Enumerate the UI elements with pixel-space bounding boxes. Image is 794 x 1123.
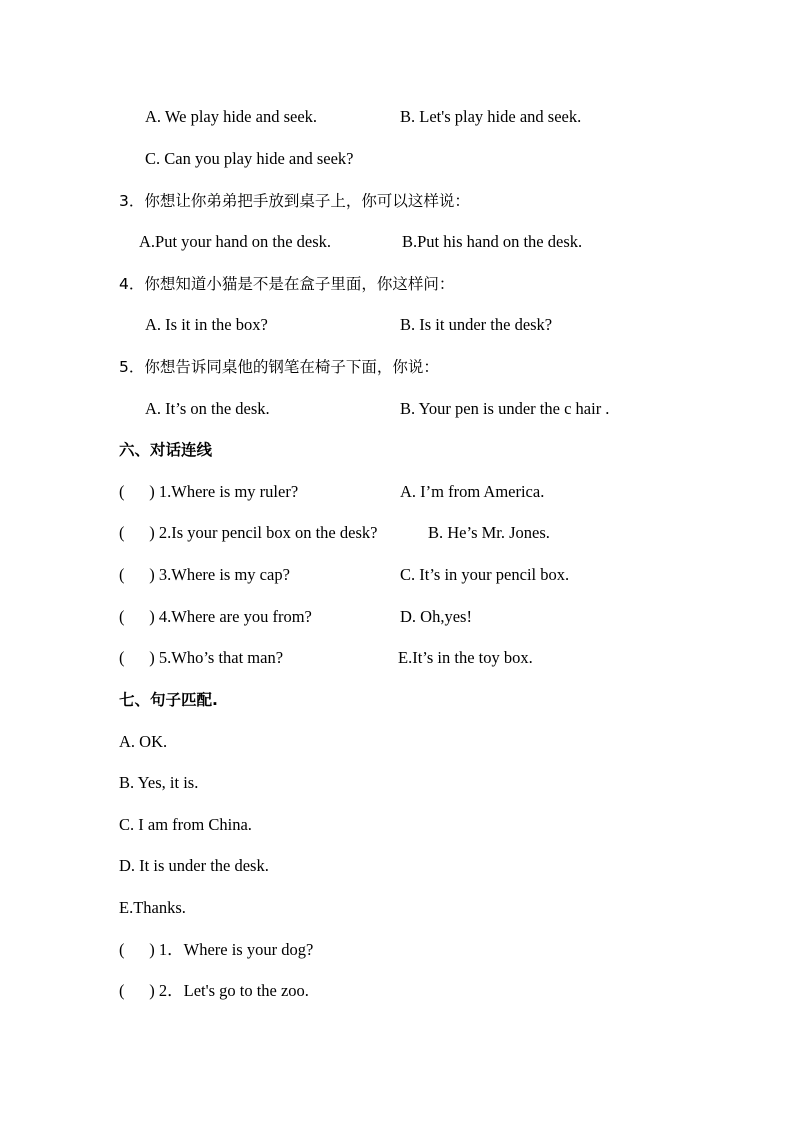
match-option-d: D. It is under the desk.	[119, 856, 269, 875]
match-question-1: ( ) 1．Where is your dog?	[119, 940, 314, 959]
q5-prompt: 5．你想告诉同桌他的钢笔在椅子下面，你说：	[119, 358, 439, 376]
q3-prompt: 3．你想让你弟弟把手放到桌子上，你可以这样说：	[119, 192, 470, 210]
dialog-question-3: ( ) 3.Where is my cap?	[119, 565, 290, 584]
q3-option-a: A.Put your hand on the desk.	[139, 232, 332, 251]
q5-option-b: B. Your pen is under the c hair .	[400, 399, 610, 418]
match-option-b: B. Yes, it is.	[119, 773, 199, 792]
match-option-e: E.Thanks.	[119, 898, 186, 917]
section6-title: 六、对话连线	[119, 441, 213, 459]
dialog-answer-c: C. It’s in your pencil box.	[400, 565, 570, 584]
q4-option-b: B. Is it under the desk?	[400, 315, 553, 334]
q2-option-a: A. We play hide and seek.	[145, 107, 318, 126]
dialog-question-2: ( ) 2.Is your pencil box on the desk?	[119, 523, 378, 542]
q4-option-a: A. Is it in the box?	[145, 315, 268, 334]
q2-option-b: B. Let's play hide and seek.	[400, 107, 582, 126]
q3-option-b: B.Put his hand on the desk.	[402, 232, 583, 251]
dialog-question-4: ( ) 4.Where are you from?	[119, 607, 312, 626]
dialog-answer-a: A. I’m from America.	[400, 482, 545, 501]
dialog-answer-b: B. He’s Mr. Jones.	[428, 523, 550, 542]
q2-option-c: C. Can you play hide and seek?	[145, 149, 354, 168]
match-question-2: ( ) 2．Let's go to the zoo.	[119, 981, 309, 1000]
dialog-question-1: ( ) 1.Where is my ruler?	[119, 482, 299, 501]
match-option-a: A. OK.	[119, 732, 168, 751]
match-option-c: C. I am from China.	[119, 815, 252, 834]
dialog-answer-e: E.It’s in the toy box.	[398, 648, 533, 667]
section7-title: 七、句子匹配.	[119, 691, 218, 709]
dialog-question-5: ( ) 5.Who’s that man?	[119, 648, 284, 667]
q5-option-a: A. It’s on the desk.	[145, 399, 270, 418]
dialog-answer-d: D. Oh,yes!	[400, 607, 472, 626]
q4-prompt: 4．你想知道小猫是不是在盒子里面，你这样问：	[119, 275, 455, 293]
